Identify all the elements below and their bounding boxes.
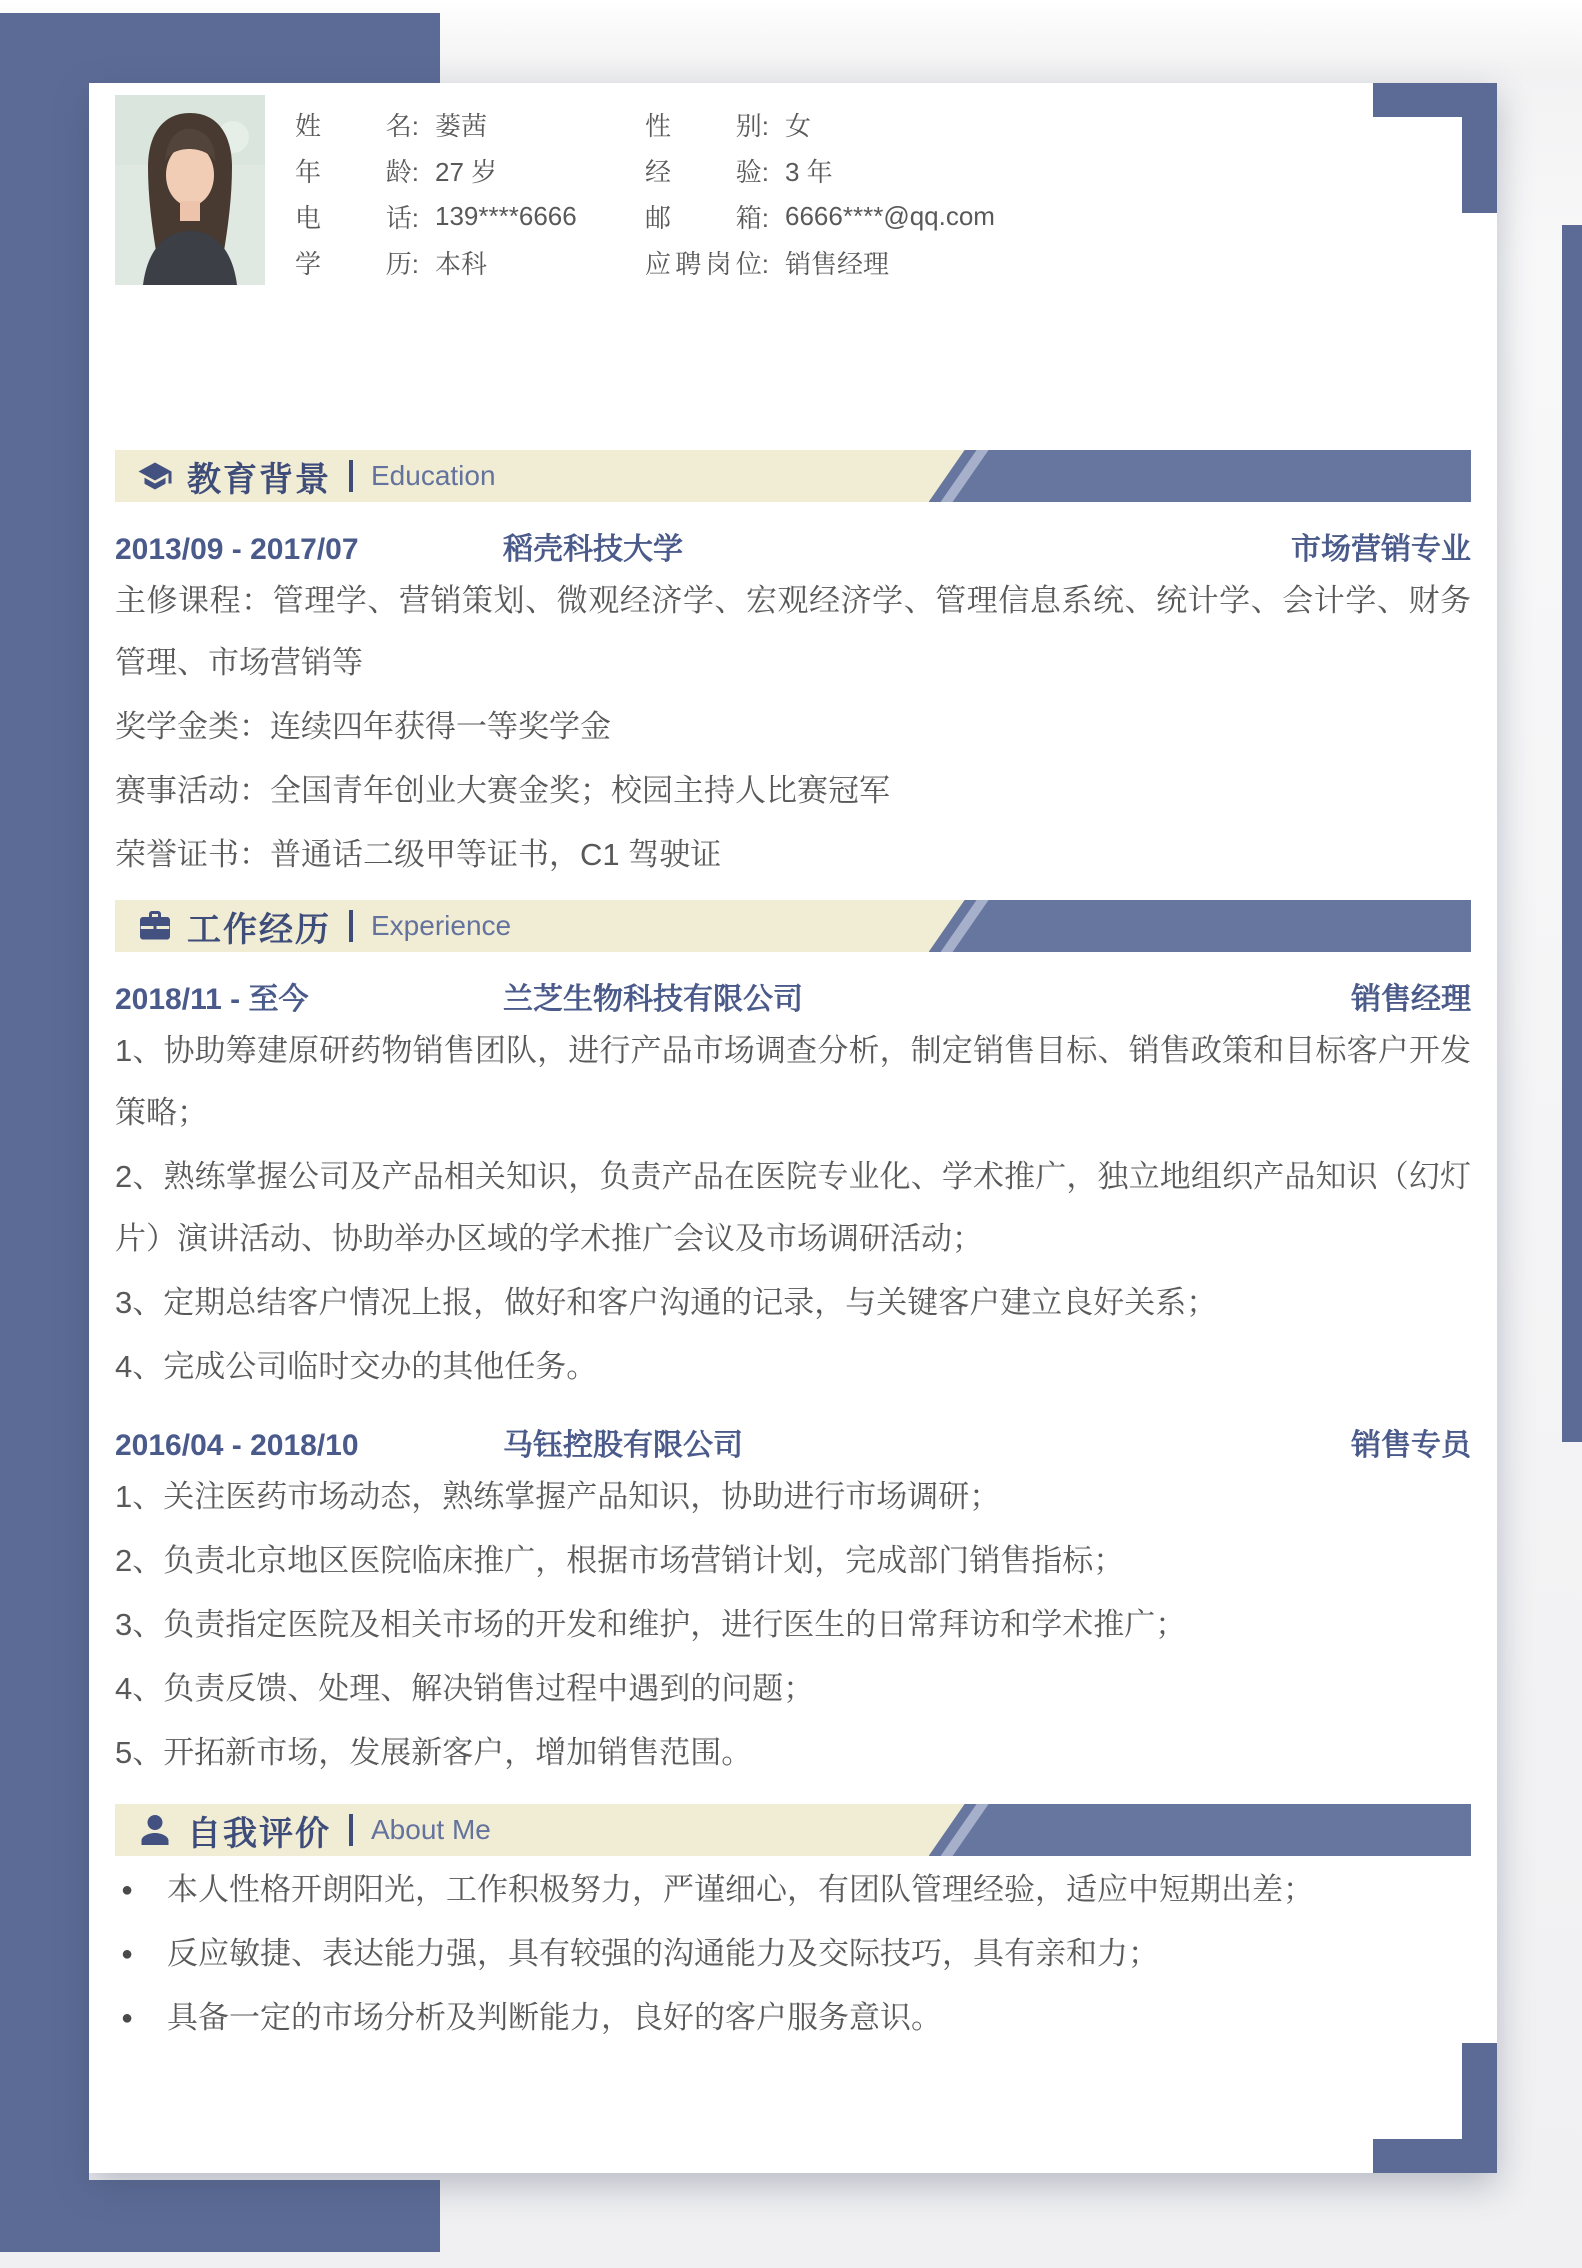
header-blue-slash xyxy=(929,450,1471,502)
entry-company: 兰芝生物科技有限公司 xyxy=(503,983,803,1016)
education-section-header xyxy=(115,450,1471,502)
entry-period: 2018/11 - 至今 xyxy=(115,983,309,1016)
job-duty: 3、负责指定医院及相关市场的开发和维护，进行医生的日常拜访和学术推广； xyxy=(115,1607,1187,1642)
field-value: 销售经理 xyxy=(785,248,890,279)
job-entry xyxy=(115,1420,1471,1464)
section-title: 教育背景 xyxy=(187,460,331,499)
field-label: 年 龄: xyxy=(295,156,419,187)
frame-corner-bottom-right xyxy=(1373,2139,1497,2173)
field-value: 6666****@qq.com xyxy=(785,200,995,231)
list-item xyxy=(115,1870,1471,1910)
education-entry xyxy=(115,524,1471,568)
bullet-dot-icon: ● xyxy=(121,1943,134,1965)
info-field-phone xyxy=(295,193,635,239)
job-duty: 5、开拓新市场，发展新客户，增加销售范围。 xyxy=(115,1735,753,1770)
entry-school: 稻壳科技大学 xyxy=(503,533,683,566)
header-blue-slash xyxy=(929,900,1471,952)
entry-period: 2016/04 - 2018/10 xyxy=(115,1429,359,1462)
education-detail: 荣誉证书：普通话二级甲等证书，C1 驾驶证 xyxy=(115,837,722,872)
person-icon xyxy=(137,1812,173,1848)
section-title-en: Experience xyxy=(371,910,512,941)
list-item xyxy=(115,1998,1471,2038)
bullet-dot-icon: ● xyxy=(121,1879,134,1901)
entry-major: 市场营销专业 xyxy=(1291,533,1471,566)
bullet-text: 具备一定的市场分析及判断能力，良好的客户服务意识。 xyxy=(167,2000,942,2035)
field-label: 经 验: xyxy=(645,156,769,187)
info-field-email xyxy=(645,193,1471,239)
job-duty: 1、协助筹建原研药物销售团队，进行产品市场调查分析，制定销售目标、销售政策和目标客户开发策略； xyxy=(115,1033,1471,1130)
title-divider xyxy=(349,460,353,492)
field-label: 电 话: xyxy=(295,202,419,233)
education-detail: 主修课程：管理学、营销策划、微观经济学、宏观经济学、管理信息系统、统计学、会计学、财务管理、市场营销等 xyxy=(115,583,1471,680)
field-value: 139****6666 xyxy=(435,200,577,231)
info-field-position xyxy=(645,239,1471,285)
field-value: 女 xyxy=(785,110,812,141)
job-duty: 1、关注医药市场动态，熟练掌握产品知识，协助进行市场调研； xyxy=(115,1479,1001,1514)
graduation-cap-icon xyxy=(137,458,173,494)
info-field-age xyxy=(295,147,635,193)
info-field-gender xyxy=(645,101,1471,147)
job-duty: 3、定期总结客户情况上报，做好和客户沟通的记录，与关键客户建立良好关系； xyxy=(115,1285,1218,1320)
job-duty: 2、熟练掌握公司及产品相关知识，负责产品在医院专业化、学术推广，独立地组织产品知识（幻灯片）演讲活动、协助举办区域的学术推广会议及市场调研活动； xyxy=(115,1159,1471,1256)
resume-sheet xyxy=(89,83,1497,2173)
job-duty: 4、负责反馈、处理、解决销售过程中遇到的问题； xyxy=(115,1671,815,1706)
profile-photo xyxy=(115,95,265,285)
field-value: 27 岁 xyxy=(435,156,498,187)
job-duty: 2、负责北京地区医院临床推广，根据市场营销计划，完成部门销售指标； xyxy=(115,1543,1125,1578)
info-column-left xyxy=(295,101,635,285)
field-label: 性 别: xyxy=(645,110,769,141)
experience-section-header xyxy=(115,900,1471,952)
frame-left-strip xyxy=(0,13,89,2252)
section-title: 自我评价 xyxy=(187,1814,331,1853)
education-detail: 赛事活动：全国青年创业大赛金奖；校园主持人比赛冠军 xyxy=(115,773,890,808)
section-title-en: Education xyxy=(371,460,496,491)
frame-corner-top-right xyxy=(1462,83,1497,213)
info-field-experience xyxy=(645,147,1471,193)
field-label: 应 聘 岗 位: xyxy=(645,248,769,279)
field-value: 3 年 xyxy=(785,156,833,187)
field-value: 本科 xyxy=(435,248,488,279)
info-field-name xyxy=(295,101,635,147)
about-section-header xyxy=(115,1804,1471,1856)
field-value: 蒌茜 xyxy=(435,110,488,141)
frame-right-band xyxy=(1562,225,1582,1442)
field-label: 学 历: xyxy=(295,248,419,279)
header-blue-slash xyxy=(929,1804,1471,1856)
frame-bottom-left-block xyxy=(0,2180,440,2252)
job-duty: 4、完成公司临时交办的其他任务。 xyxy=(115,1349,598,1384)
bullet-dot-icon: ● xyxy=(121,2007,134,2029)
title-divider xyxy=(349,1814,353,1846)
entry-role: 销售专员 xyxy=(1351,1429,1471,1462)
info-column-right xyxy=(645,101,1471,285)
education-detail: 奖学金类：连续四年获得一等奖学金 xyxy=(115,709,611,744)
info-field-degree xyxy=(295,239,635,285)
section-title-en: About Me xyxy=(371,1814,491,1845)
bullet-text: 反应敏捷、表达能力强，具有较强的沟通能力及交际技巧，具有亲和力； xyxy=(167,1936,1159,1971)
entry-period: 2013/09 - 2017/07 xyxy=(115,533,359,566)
section-title: 工作经历 xyxy=(187,910,331,949)
field-label: 邮 箱: xyxy=(645,202,769,233)
title-divider xyxy=(349,910,353,942)
entry-company: 马钰控股有限公司 xyxy=(503,1429,743,1462)
bullet-text: 本人性格开朗阳光，工作积极努力，严谨细心，有团队管理经验，适应中短期出差； xyxy=(167,1872,1314,1907)
about-bullet-list xyxy=(115,1870,1471,2038)
entry-role: 销售经理 xyxy=(1351,983,1471,1016)
briefcase-icon xyxy=(137,908,173,944)
field-label: 姓 名: xyxy=(295,110,419,141)
job-entry xyxy=(115,974,1471,1018)
list-item xyxy=(115,1934,1471,1974)
personal-info xyxy=(115,95,1471,300)
